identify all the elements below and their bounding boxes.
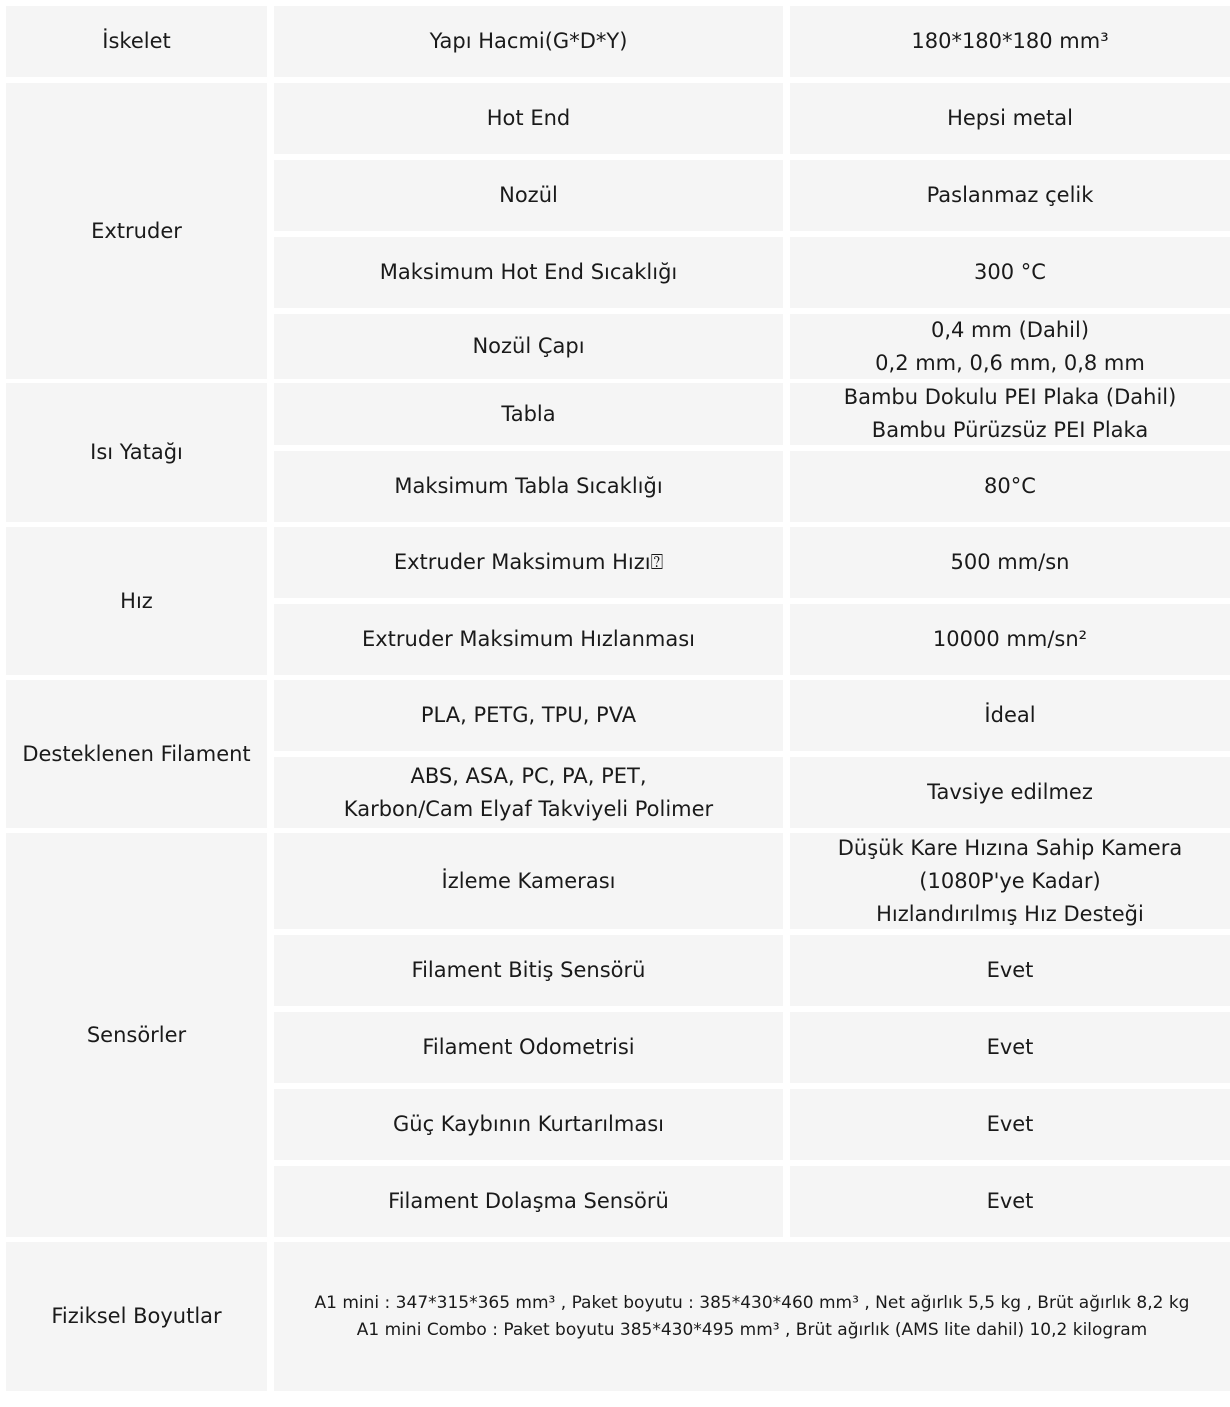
value-max-speed: 500 mm/sn (790, 527, 1230, 598)
feature-tangle-sensor: Filament Dolaşma Sensörü (274, 1166, 783, 1237)
feature-max-bed-temp: Maksimum Tabla Sıcaklığı (274, 451, 783, 522)
value-max-acceleration: 10000 mm/sn² (790, 604, 1230, 675)
feature-runout-sensor: Filament Bitiş Sensörü (274, 935, 783, 1006)
category-heatbed: Isı Yatağı (6, 383, 267, 522)
value-nozzle: Paslanmaz çelik (790, 160, 1230, 231)
value-max-hotend-temp: 300 °C (790, 237, 1230, 308)
value-nozzle-diameter: 0,4 mm (Dahil) 0,2 mm, 0,6 mm, 0,8 mm (790, 314, 1230, 379)
feature-max-speed: Extruder Maksimum Hızı⍰ (274, 527, 783, 598)
feature-odometry: Filament Odometrisi (274, 1012, 783, 1083)
value-runout-sensor: Evet (790, 935, 1230, 1006)
value-max-bed-temp: 80°C (790, 451, 1230, 522)
value-camera: Düşük Kare Hızına Sahip Kamera (1080P'ye Kadar) Hızlandırılmış Hız Desteği (790, 833, 1230, 929)
category-physical: Fiziksel Boyutlar (6, 1242, 267, 1391)
value-filament-not-recommended: Tavsiye edilmez (790, 757, 1230, 828)
category-filament: Desteklenen Filament (6, 680, 267, 828)
feature-max-acceleration: Extruder Maksimum Hızlanması (274, 604, 783, 675)
value-power-loss-recovery: Evet (790, 1089, 1230, 1160)
value-odometry: Evet (790, 1012, 1230, 1083)
feature-hot-end: Hot End (274, 83, 783, 154)
feature-build-volume: Yapı Hacmi(G*D*Y) (274, 6, 783, 77)
feature-power-loss-recovery: Güç Kaybının Kurtarılması (274, 1089, 783, 1160)
feature-filament-not-recommended: ABS, ASA, PC, PA, PET, Karbon/Cam Elyaf Takviyeli Polimer (274, 757, 783, 828)
value-physical-dimensions: A1 mini : 347*315*365 mm³ , Paket boyutu : 385*430*460 mm³ , Net ağırlık 5,5 kg , Brüt ağırlık 8,2 kg A1 mini Combo : Paket boyutu 385*430*495 mm³ , Brüt ağırlık (AMS lite dahil) 10,2 kilogram (274, 1242, 1230, 1391)
category-speed: Hız (6, 527, 267, 675)
value-tangle-sensor: Evet (790, 1166, 1230, 1237)
category-sensors: Sensörler (6, 833, 267, 1237)
feature-nozzle: Nozül (274, 160, 783, 231)
category-extruder: Extruder (6, 83, 267, 379)
value-hot-end: Hepsi metal (790, 83, 1230, 154)
value-filament-ideal: İdeal (790, 680, 1230, 751)
feature-max-hotend-temp: Maksimum Hot End Sıcaklığı (274, 237, 783, 308)
value-plate: Bambu Dokulu PEI Plaka (Dahil) Bambu Pürüzsüz PEI Plaka (790, 383, 1230, 445)
feature-camera: İzleme Kamerası (274, 833, 783, 929)
feature-plate: Tabla (274, 383, 783, 445)
feature-nozzle-diameter: Nozül Çapı (274, 314, 783, 379)
category-frame: İskelet (6, 6, 267, 77)
value-build-volume: 180*180*180 mm³ (790, 6, 1230, 77)
feature-filament-ideal: PLA, PETG, TPU, PVA (274, 680, 783, 751)
